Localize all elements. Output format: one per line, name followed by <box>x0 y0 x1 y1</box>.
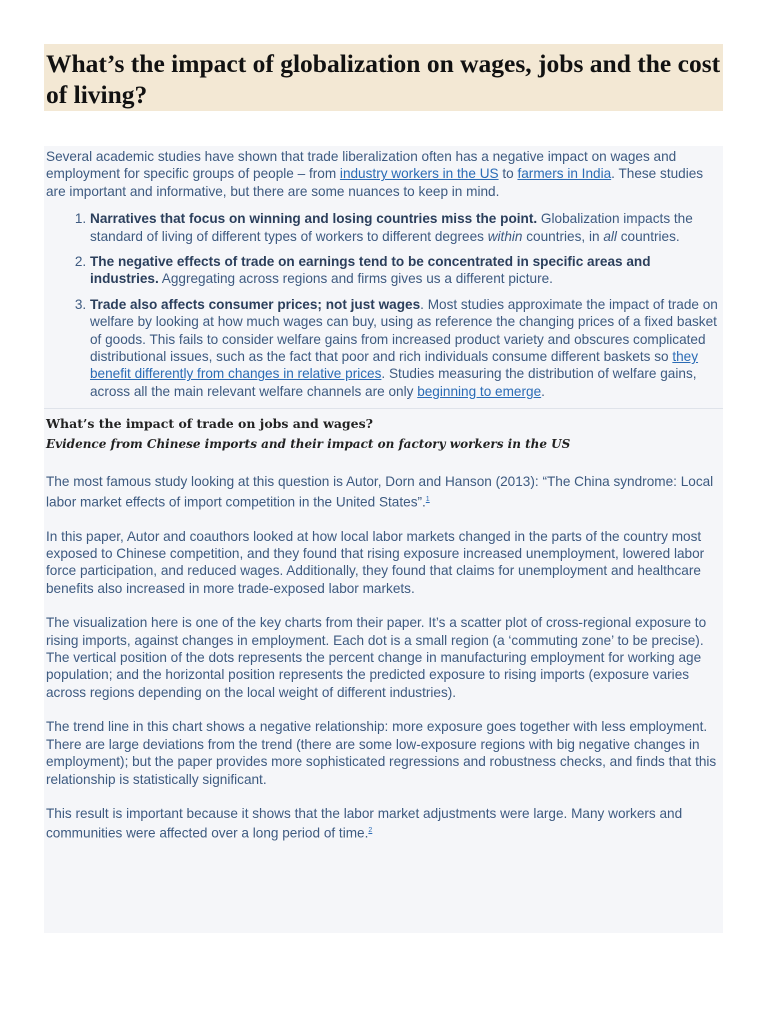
footnote-link[interactable]: 2 <box>368 827 373 835</box>
key-points-list <box>44 210 723 400</box>
paragraph-text: This result is important because it shows that the labor market adjustments were large. Many workers and communities were affected over a long period of time. <box>46 805 683 841</box>
point-heading: The negative effects of trade on earnings tend to be concentrated in specific areas and industries. <box>90 254 651 287</box>
paragraph-autor-study <box>44 473 723 510</box>
link-industry-workers-us[interactable]: industry workers in the US <box>339 166 499 182</box>
title-banner <box>44 44 723 111</box>
intro-paragraph <box>44 146 723 200</box>
point-text: Globalization impacts the standard of living of different types of workers to different degrees <box>90 211 693 244</box>
point-heading: Narratives that focus on winning and losing countries miss the point. <box>90 211 538 227</box>
paragraph-trend-line: The trend line in this chart shows a negative relationship: more exposure goes together with less employment. There are large deviations from the trend (there are some low-exposure regions with big negative changes in employment); but the paper provides more sophisticated regressions and robustness checks, and finds that this relationship is statistically significant. <box>46 719 717 787</box>
list-item <box>90 253 723 288</box>
emphasis-within: within <box>487 228 523 244</box>
point-text: Aggregating across regions and firms gives us a different picture. <box>158 271 553 287</box>
paragraph-findings: In this paper, Autor and coauthors looked at how local labor markets changed in the parts of the country most exposed to Chinese competition, and they found that rising exposure increased unemployment, lowered labor force participation, and reduced wages. Additionally, they found that claims for unemployment and healthcare benefits also increased in more trade-exposed labor markets. <box>46 528 705 596</box>
section-divider <box>44 408 723 409</box>
list-item <box>90 296 723 400</box>
intro-text: to <box>498 166 518 182</box>
section-heading: What’s the impact of trade on jobs and wages? <box>46 416 373 432</box>
footnote-link[interactable]: 1 <box>425 495 430 503</box>
point-text: . Most studies approximate the impact of trade on welfare by looking at how much wages can buy, using as reference the changing prices of a fixed basket of goods. This fails to consider welfare gains from increased product variety and obscures complicated distributional issues, such as the fact that poor and rich individuals consume different baskets so <box>90 296 718 365</box>
point-text: countries. <box>616 228 680 244</box>
paragraph-text: The most famous study looking at this question is Autor, Dorn and Hanson (2013): “The China syndrome: Local labor market effects of import competition in the United States”. <box>46 474 714 510</box>
point-text: countries, in <box>522 228 604 244</box>
page-title: What’s the impact of globalization on wages, jobs and the cost of living? <box>46 49 721 109</box>
intro-text: Several academic studies have shown that trade liberalization often has a negative impact on wages and employment for specific groups of people – from <box>46 149 677 182</box>
link-relative-prices[interactable]: they benefit differently from changes in relative prices <box>90 349 699 382</box>
list-item <box>90 210 723 245</box>
point-heading: Trade also affects consumer prices; not just wages <box>90 296 421 312</box>
section-subheading: Evidence from Chinese imports and their impact on factory workers in the US <box>46 437 571 452</box>
link-farmers-india[interactable]: farmers in India <box>517 166 612 182</box>
paragraph-conclusion <box>44 805 723 842</box>
point-text: . <box>541 383 545 399</box>
paragraph-visualization: The visualization here is one of the key charts from their paper. It’s a scatter plot of cross-regional exposure to rising imports, against changes in employment. Each dot is a small region (a ‘commuting zone’ to be precise). The vertical position of the dots represents the percent change in manufacturing employment for working age population; and the horizontal position represents the predicted exposure to rising imports (exposure varies across regions depending on the local weight of different industries). <box>46 615 707 700</box>
link-beginning-to-emerge[interactable]: beginning to emerge <box>417 383 542 399</box>
article-body <box>44 146 723 933</box>
point-text: . Studies measuring the distribution of welfare gains, across all the main relevant welfare channels are only <box>90 366 697 399</box>
intro-text: . These studies are important and informative, but there are some nuances to keep in mind. <box>46 166 704 199</box>
emphasis-all: all <box>603 228 617 244</box>
